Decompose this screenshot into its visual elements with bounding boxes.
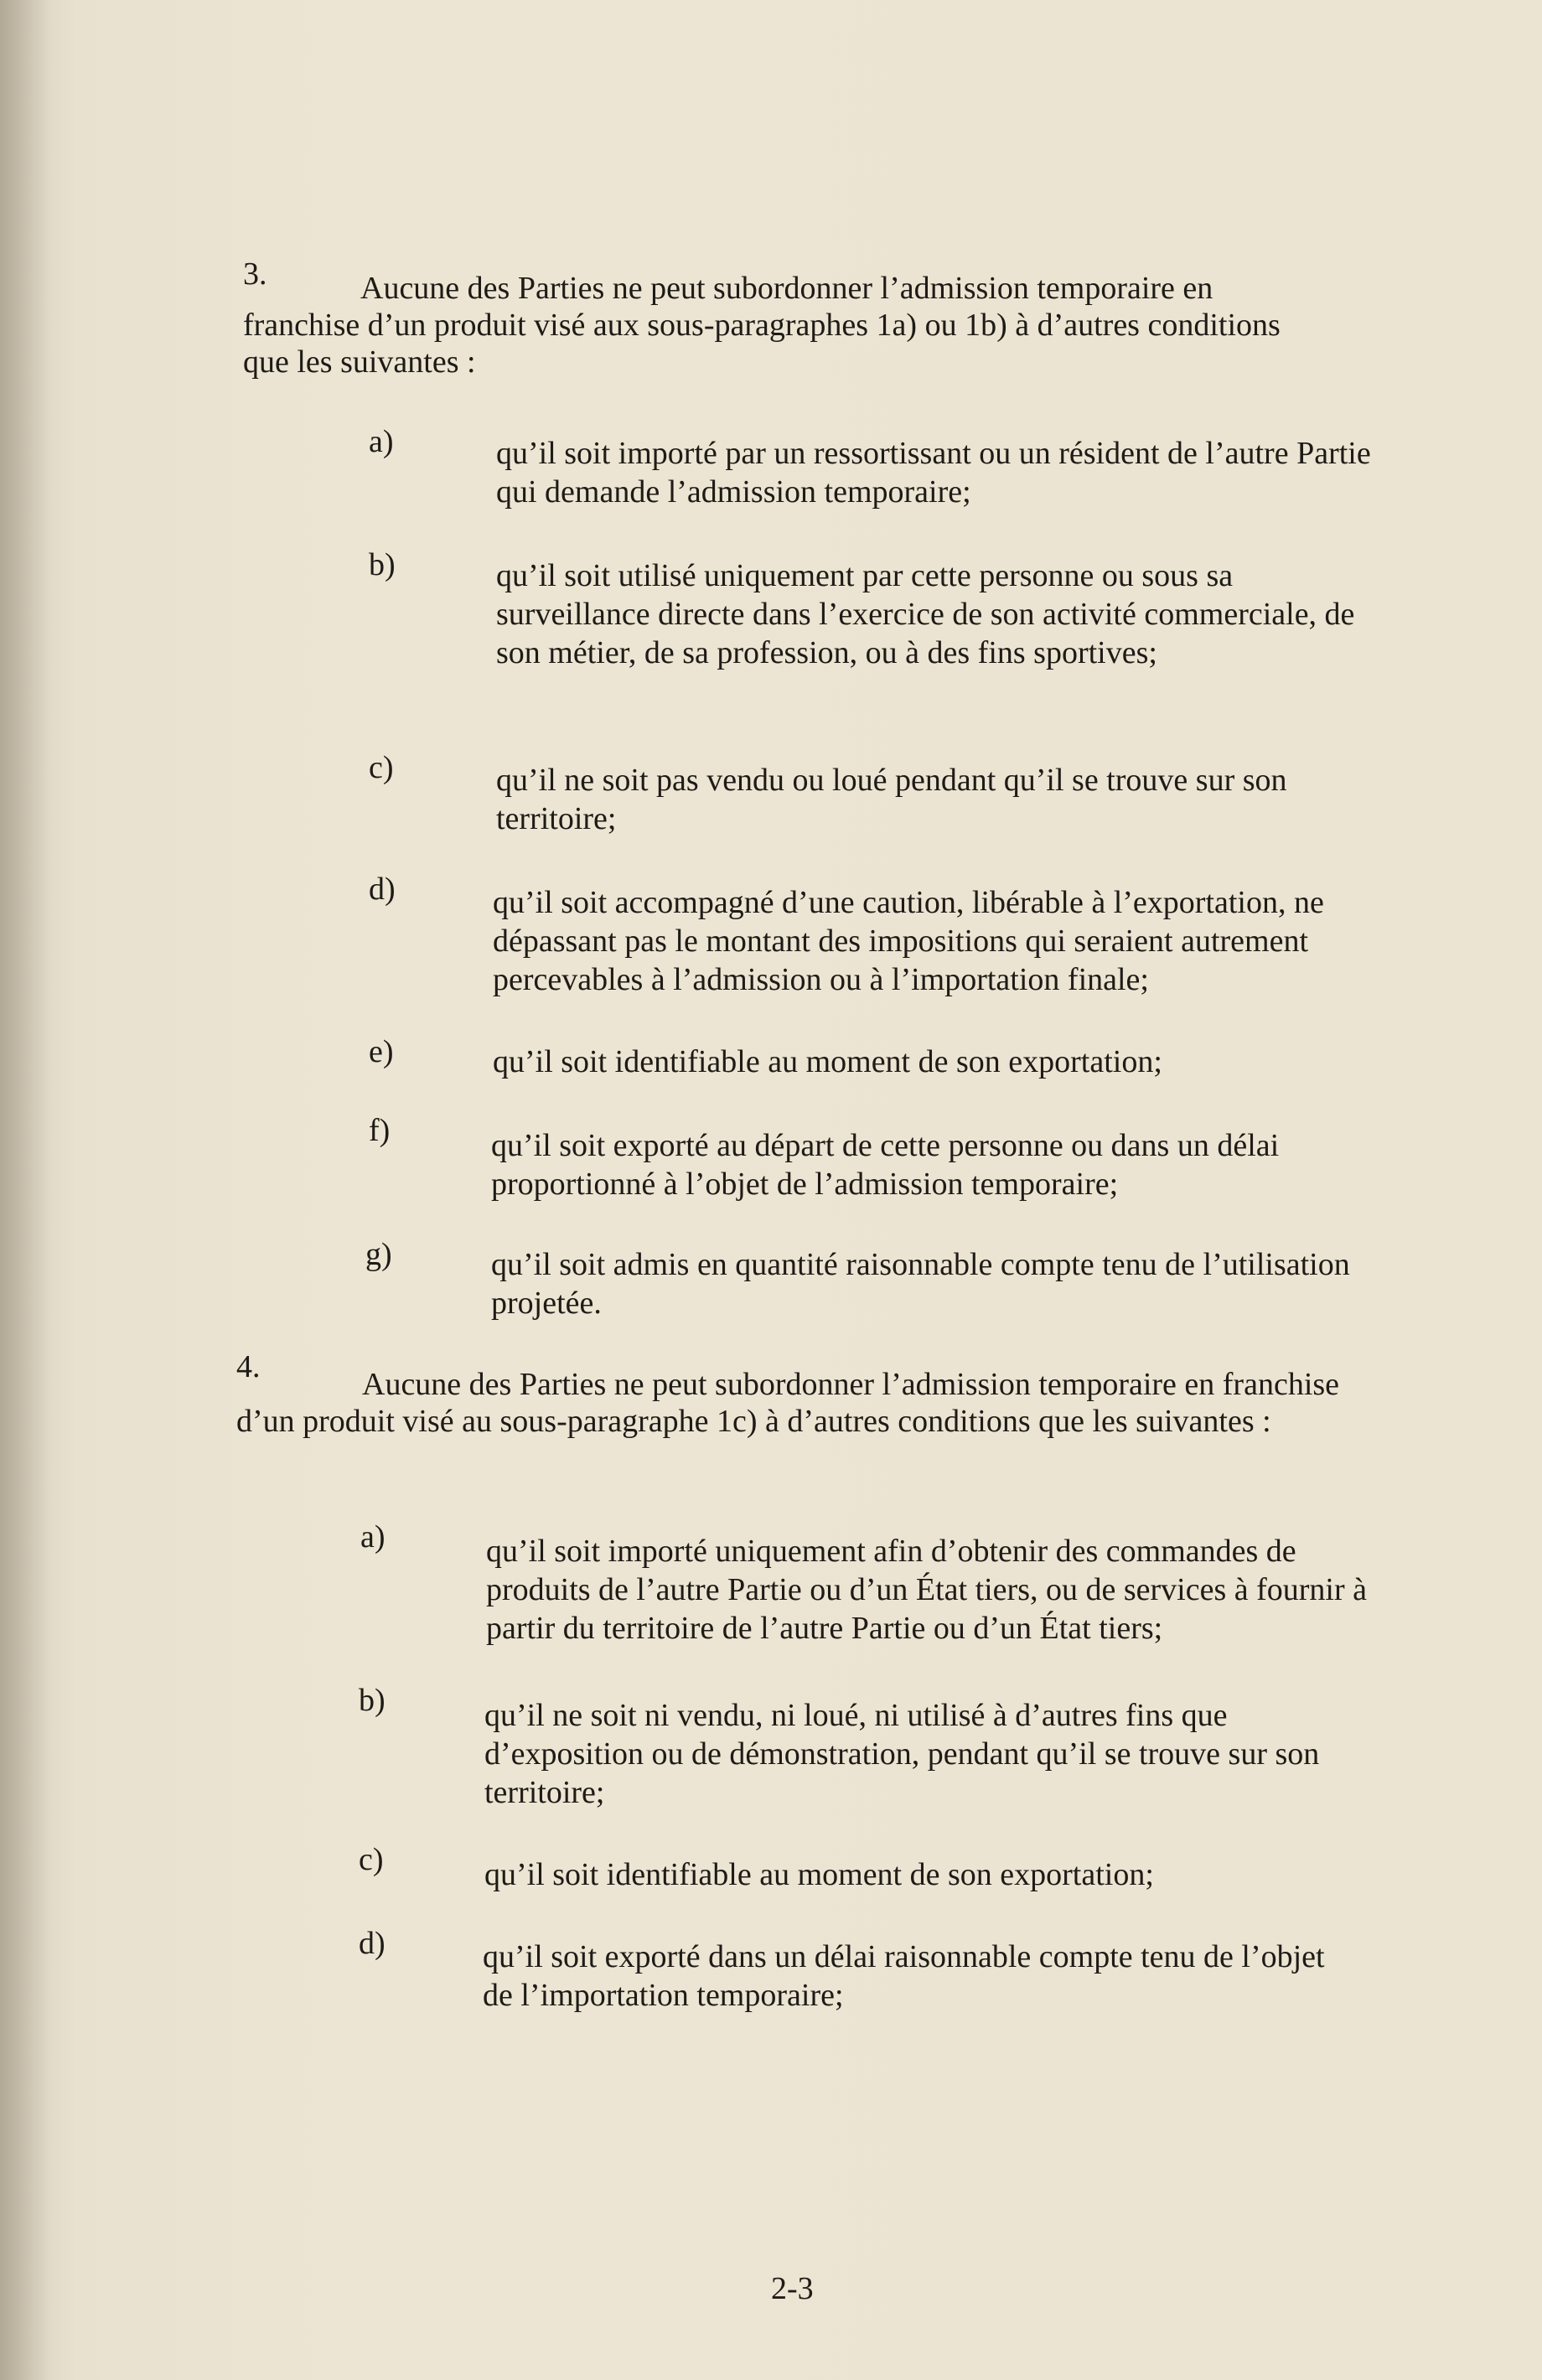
- paragraph-3-item-g-text: qu’il soit admis en quantité raisonnable compte tenu de l’utilisation projetée.: [491, 1247, 1350, 1321]
- paragraph-3-item-b-letter: b): [369, 547, 396, 582]
- paragraph-3-item-d-letter: d): [369, 872, 396, 907]
- paragraph-3-item-g-letter: g): [365, 1237, 392, 1272]
- paragraph-4-body: Aucune des Parties ne peut subordonner l’admission temporaire en franchise d’un produit visé au sous-paragraphe 1c) à d’autres conditions que les suivantes :: [236, 1367, 1340, 1439]
- paragraph-4-item-d-letter: d): [359, 1926, 386, 1961]
- paragraph-4-item-a-text: qu’il soit importé uniquement afin d’obtenir des commandes de produits de l’autre Partie ou d’un État tiers, ou de services à fournir à partir du territoire de l’autre Partie ou d’un État tiers;: [486, 1534, 1367, 1646]
- paragraph-3-item-f-letter: f): [369, 1113, 391, 1148]
- page-number: 2-3: [771, 2271, 814, 2306]
- paragraph-3-item-a-letter: a): [369, 424, 394, 459]
- paragraph-3-body: Aucune des Parties ne peut subordonner l’admission temporaire en franchise d’un produit visé aux sous-paragraphes 1a) ou 1b) à d’autres conditions que les suivantes :: [243, 271, 1281, 380]
- paragraph-3-text: [243, 270, 1332, 380]
- paragraph-4-text: [236, 1366, 1368, 1440]
- paragraph-4-item-c-letter: c): [359, 1842, 384, 1877]
- paragraph-3-number: 3.: [243, 256, 267, 292]
- paragraph-4-item-b-letter: b): [359, 1683, 386, 1718]
- paragraph-4-item-b-text: qu’il ne soit ni vendu, ni loué, ni utilisé à d’autres fins que d’exposition ou de démonstration, pendant qu’il se trouve sur son territoire;: [484, 1698, 1320, 1810]
- paragraph-4-item-c-text: qu’il soit identifiable au moment de son exportation;: [484, 1857, 1154, 1892]
- paragraph-4-item-d-text: qu’il soit exporté dans un délai raisonnable compte tenu de l’objet de l’importation temporaire;: [483, 1939, 1325, 2013]
- paragraph-3-item-c-letter: c): [369, 750, 394, 785]
- paragraph-4-item-a-letter: a): [360, 1519, 386, 1555]
- paragraph-3-item-f-text: qu’il soit exporté au départ de cette personne ou dans un délai proportionné à l’objet de l’admission temporaire;: [491, 1128, 1280, 1202]
- paragraph-3-item-a-text: qu’il soit importé par un ressortissant ou un résident de l’autre Partie qui demande l’admission temporaire;: [496, 436, 1371, 510]
- paragraph-4-number: 4.: [236, 1349, 261, 1384]
- paragraph-3-item-d-text: qu’il soit accompagné d’une caution, libérable à l’exportation, ne dépassant pas le montant des impositions qui seraient autrement percevables à l’admission ou à l’importation finale;: [493, 885, 1324, 997]
- paragraph-3-item-e-text: qu’il soit identifiable au moment de son exportation;: [493, 1044, 1162, 1079]
- paragraph-3-item-b-text: qu’il soit utilisé uniquement par cette personne ou sous sa surveillance directe dans l’exercice de son activité commerciale, de son métier, de sa profession, ou à des fins sportives;: [496, 558, 1355, 670]
- paragraph-3-item-c-text: qu’il ne soit pas vendu ou loué pendant qu’il se trouve sur son territoire;: [496, 763, 1287, 836]
- paragraph-3-item-e-letter: e): [369, 1034, 394, 1069]
- binding-shadow: [0, 0, 50, 2380]
